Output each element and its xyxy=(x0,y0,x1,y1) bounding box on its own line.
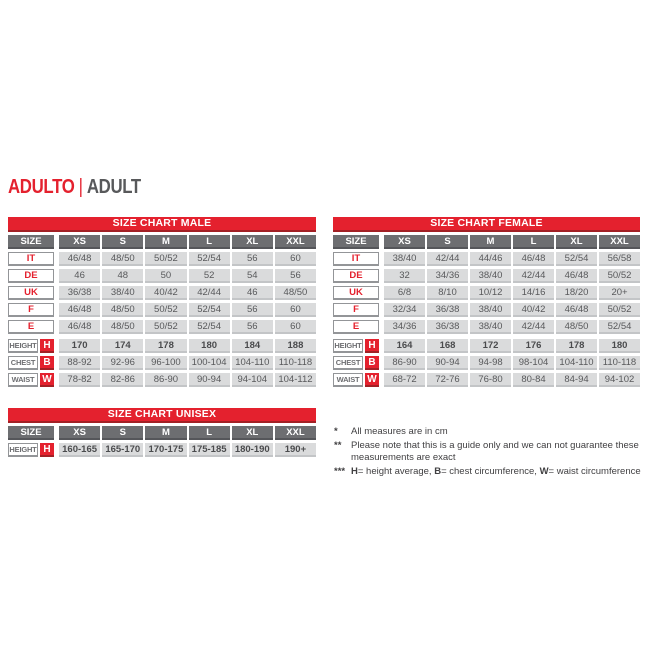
table-cell: 46/48 xyxy=(556,303,597,317)
measure-label-chest: CHEST xyxy=(8,356,38,370)
table-cell: 92-96 xyxy=(102,356,143,370)
table-cell: 160-165 xyxy=(59,443,100,457)
table-cell: 68-72 xyxy=(384,373,425,387)
column-header-s: S xyxy=(102,426,143,440)
row-label: UK xyxy=(333,286,379,300)
column-header-xs: XS xyxy=(384,235,425,249)
table-cell: 72-76 xyxy=(427,373,468,387)
row-label: UK xyxy=(8,286,54,300)
table-cell: 78-82 xyxy=(59,373,100,387)
page-title-primary: ADULTO xyxy=(8,176,75,198)
table-cell: 38/40 xyxy=(384,252,425,266)
table-row-f xyxy=(333,303,640,317)
table-cell: 110-118 xyxy=(275,356,316,370)
table-cell: 104-110 xyxy=(232,356,273,370)
column-header-xxl: XXL xyxy=(599,235,640,249)
table-row-height xyxy=(333,339,640,353)
table-cell: 80-84 xyxy=(513,373,554,387)
table-cell: 100-104 xyxy=(189,356,230,370)
table-cell: 180-190 xyxy=(232,443,273,457)
column-header-size: SIZE xyxy=(333,235,379,249)
table-cell: 20+ xyxy=(599,286,640,300)
table-cell: 82-86 xyxy=(102,373,143,387)
table-cell: 48 xyxy=(102,269,143,283)
page-title xyxy=(8,176,141,199)
table-cell: 36/38 xyxy=(59,286,100,300)
table-cell: 14/16 xyxy=(513,286,554,300)
table-cell: 46/48 xyxy=(59,252,100,266)
table-cell: 86-90 xyxy=(145,373,186,387)
table-row-height xyxy=(8,339,316,353)
table-cell: 38/40 xyxy=(102,286,143,300)
table-cell: 84-94 xyxy=(556,373,597,387)
footnote-marker: *** xyxy=(334,465,346,477)
table-row-uk xyxy=(8,286,316,300)
table-cell: 170 xyxy=(59,339,100,353)
table-cell: 98-104 xyxy=(513,356,554,370)
table-cell: 170-175 xyxy=(145,443,186,457)
column-header-xs: XS xyxy=(59,426,100,440)
table-row-e xyxy=(333,320,640,334)
table-cell: 38/40 xyxy=(470,303,511,317)
table-row-e xyxy=(8,320,316,334)
footnote-text: All measures are in cm xyxy=(351,426,448,437)
table-cell: 104-110 xyxy=(556,356,597,370)
table-cell: 86-90 xyxy=(384,356,425,370)
table-cell: 56/58 xyxy=(599,252,640,266)
measure-label-chest: CHEST xyxy=(333,356,363,370)
table-row-it xyxy=(333,252,640,266)
table-cell: 110-118 xyxy=(599,356,640,370)
page-title-divider: | xyxy=(78,176,83,198)
table-cell: 54 xyxy=(232,269,273,283)
table-cell: 50/52 xyxy=(145,252,186,266)
chest-badge: B xyxy=(40,356,54,370)
table-cell: 46 xyxy=(59,269,100,283)
column-header-xxl: XXL xyxy=(275,235,316,249)
table-cell: 190+ xyxy=(275,443,316,457)
table-cell: 40/42 xyxy=(145,286,186,300)
table-cell: 174 xyxy=(102,339,143,353)
size-chart-female xyxy=(333,217,640,390)
measure-label-height: HEIGHT xyxy=(333,339,363,353)
column-header-m: M xyxy=(470,235,511,249)
table-cell: 94-98 xyxy=(470,356,511,370)
table-cell: 50/52 xyxy=(145,303,186,317)
table-cell: 94-104 xyxy=(232,373,273,387)
column-header-row xyxy=(8,235,316,249)
row-label: DE xyxy=(333,269,379,283)
table-cell: 50 xyxy=(145,269,186,283)
column-header-s: S xyxy=(427,235,468,249)
table-cell: 96-100 xyxy=(145,356,186,370)
table-row-waist xyxy=(333,373,640,387)
table-cell: 52 xyxy=(189,269,230,283)
column-header-m: M xyxy=(145,235,186,249)
table-cell: 48/50 xyxy=(556,320,597,334)
table-title-male: SIZE CHART MALE xyxy=(8,217,316,232)
footnote-measures xyxy=(334,426,642,439)
table-row-chest xyxy=(333,356,640,370)
table-cell: 52/54 xyxy=(189,303,230,317)
column-header-xxl: XXL xyxy=(275,426,316,440)
table-cell: 164 xyxy=(384,339,425,353)
table-cell: 88-92 xyxy=(59,356,100,370)
table-cell: 42/44 xyxy=(189,286,230,300)
table-title-female: SIZE CHART FEMALE xyxy=(333,217,640,232)
table-row-waist xyxy=(8,373,316,387)
table-cell: 8/10 xyxy=(427,286,468,300)
column-header-size: SIZE xyxy=(8,235,54,249)
table-cell: 90-94 xyxy=(427,356,468,370)
table-cell: 42/44 xyxy=(513,269,554,283)
footnote-guide xyxy=(334,440,642,465)
table-cell: 48/50 xyxy=(102,252,143,266)
column-header-xl: XL xyxy=(232,235,273,249)
footnote-text: H= height average, B= chest circumference, W= waist circumference xyxy=(351,465,641,477)
table-row-uk xyxy=(333,286,640,300)
size-chart-male xyxy=(8,217,316,390)
column-header-l: L xyxy=(513,235,554,249)
table-row-f xyxy=(8,303,316,317)
table-cell: 56 xyxy=(232,252,273,266)
height-badge: H xyxy=(40,339,54,353)
table-cell: 32 xyxy=(384,269,425,283)
row-label: E xyxy=(333,320,379,334)
height-badge: H xyxy=(40,443,54,457)
table-cell: 44/46 xyxy=(470,252,511,266)
column-header-s: S xyxy=(102,235,143,249)
table-cell: 165-170 xyxy=(102,443,143,457)
measure-label-waist: WAIST xyxy=(333,373,363,387)
table-cell: 60 xyxy=(275,252,316,266)
table-cell: 56 xyxy=(232,303,273,317)
table-cell: 18/20 xyxy=(556,286,597,300)
chest-badge: B xyxy=(365,356,379,370)
table-cell: 50/52 xyxy=(145,320,186,334)
footnote-legend xyxy=(334,466,642,479)
column-header-xl: XL xyxy=(232,426,273,440)
table-row-chest xyxy=(8,356,316,370)
table-cell: 168 xyxy=(427,339,468,353)
table-row-it xyxy=(8,252,316,266)
table-cell: 104-112 xyxy=(275,373,316,387)
table-cell: 40/42 xyxy=(513,303,554,317)
table-cell: 60 xyxy=(275,303,316,317)
table-cell: 52/54 xyxy=(189,252,230,266)
table-cell: 90-94 xyxy=(189,373,230,387)
table-cell: 172 xyxy=(470,339,511,353)
row-label: IT xyxy=(8,252,54,266)
table-row-height xyxy=(8,443,316,457)
footnote-marker: * xyxy=(334,426,338,437)
table-cell: 48/50 xyxy=(275,286,316,300)
page-title-secondary: ADULT xyxy=(86,176,141,198)
row-label: IT xyxy=(333,252,379,266)
column-header-size: SIZE xyxy=(8,426,54,440)
table-cell: 52/54 xyxy=(189,320,230,334)
table-cell: 178 xyxy=(556,339,597,353)
table-cell: 175-185 xyxy=(189,443,230,457)
column-header-l: L xyxy=(189,235,230,249)
footnote-text: Please note that this is a guide only and we can not guarantee these measurements are exact xyxy=(351,439,639,463)
table-cell: 34/36 xyxy=(427,269,468,283)
table-cell: 46 xyxy=(232,286,273,300)
table-cell: 6/8 xyxy=(384,286,425,300)
table-cell: 94-102 xyxy=(599,373,640,387)
measure-label-height: HEIGHT xyxy=(8,339,38,353)
table-cell: 178 xyxy=(145,339,186,353)
table-cell: 180 xyxy=(599,339,640,353)
table-cell: 42/44 xyxy=(513,320,554,334)
table-row-de xyxy=(333,269,640,283)
table-cell: 176 xyxy=(513,339,554,353)
measure-label-height: HEIGHT xyxy=(8,443,38,457)
table-row-de xyxy=(8,269,316,283)
waist-badge: W xyxy=(40,373,54,387)
table-cell: 188 xyxy=(275,339,316,353)
table-cell: 48/50 xyxy=(102,303,143,317)
table-cell: 46/48 xyxy=(59,320,100,334)
table-cell: 46/48 xyxy=(556,269,597,283)
table-cell: 46/48 xyxy=(513,252,554,266)
column-header-row xyxy=(333,235,640,249)
table-cell: 10/12 xyxy=(470,286,511,300)
table-cell: 56 xyxy=(232,320,273,334)
table-cell: 52/54 xyxy=(599,320,640,334)
row-label: DE xyxy=(8,269,54,283)
table-cell: 36/38 xyxy=(427,320,468,334)
table-cell: 38/40 xyxy=(470,320,511,334)
table-cell: 48/50 xyxy=(102,320,143,334)
column-header-row xyxy=(8,426,316,440)
column-header-l: L xyxy=(189,426,230,440)
table-cell: 34/36 xyxy=(384,320,425,334)
table-cell: 50/52 xyxy=(599,269,640,283)
column-header-xl: XL xyxy=(556,235,597,249)
table-cell: 42/44 xyxy=(427,252,468,266)
row-label: F xyxy=(8,303,54,317)
table-title-unisex: SIZE CHART UNISEX xyxy=(8,408,316,423)
waist-badge: W xyxy=(365,373,379,387)
table-cell: 46/48 xyxy=(59,303,100,317)
table-cell: 56 xyxy=(275,269,316,283)
table-cell: 50/52 xyxy=(599,303,640,317)
column-header-xs: XS xyxy=(59,235,100,249)
measure-label-waist: WAIST xyxy=(8,373,38,387)
size-chart-unisex xyxy=(8,408,316,460)
table-cell: 36/38 xyxy=(427,303,468,317)
height-badge: H xyxy=(365,339,379,353)
table-cell: 52/54 xyxy=(556,252,597,266)
table-cell: 38/40 xyxy=(470,269,511,283)
table-cell: 180 xyxy=(189,339,230,353)
footnote-marker: ** xyxy=(334,439,342,451)
table-cell: 76-80 xyxy=(470,373,511,387)
column-header-m: M xyxy=(145,426,186,440)
table-cell: 60 xyxy=(275,320,316,334)
table-cell: 184 xyxy=(232,339,273,353)
row-label: F xyxy=(333,303,379,317)
footnotes xyxy=(334,426,642,479)
row-label: E xyxy=(8,320,54,334)
table-cell: 32/34 xyxy=(384,303,425,317)
